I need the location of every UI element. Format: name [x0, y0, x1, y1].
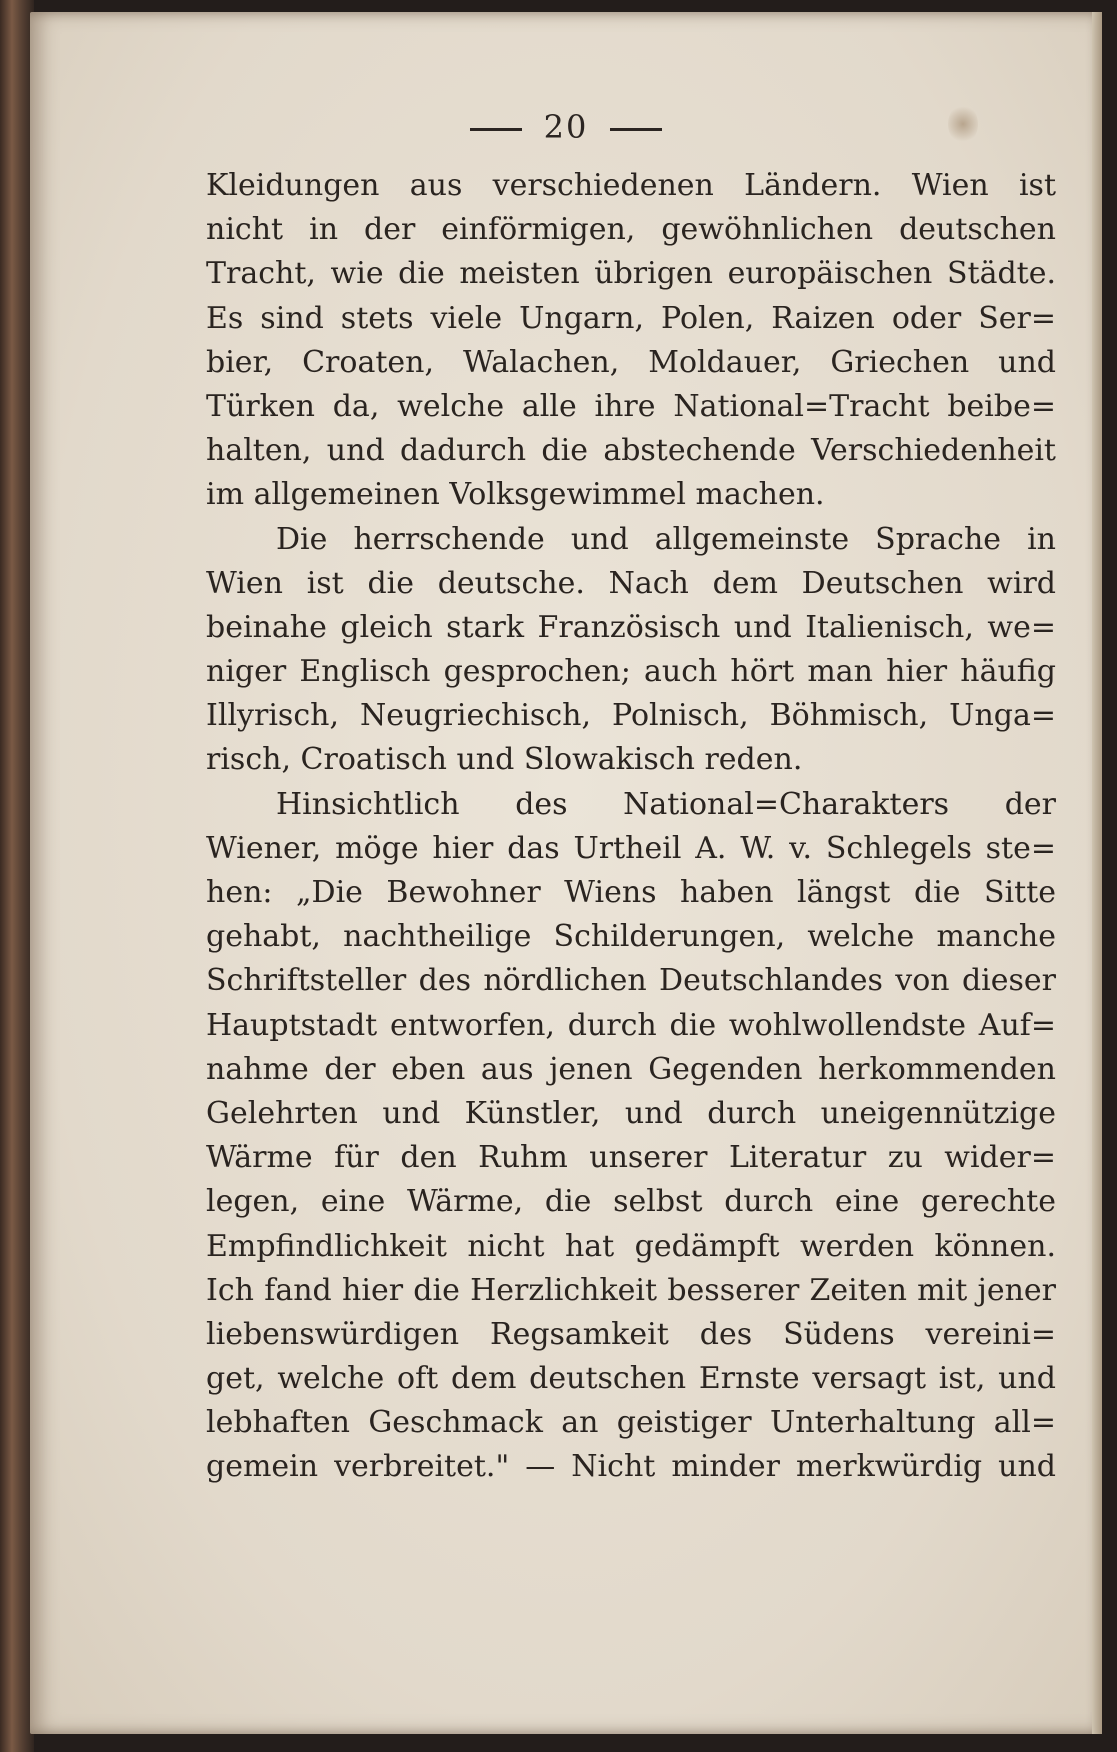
text-line: hen: „Die Bewohner Wiens haben längst die Sitte — [206, 875, 1056, 910]
body-text — [206, 164, 1056, 1490]
text-line: Wärme für den Ruhm unserer Literatur zu wider= — [206, 1140, 1056, 1176]
header-dash-right — [610, 128, 662, 131]
text-line: beinahe gleich stark Französisch und Italienisch, we= — [206, 609, 1056, 645]
text-line: halten, und dadurch die abstechende Verschiedenheit — [206, 433, 1056, 469]
text-line: Hauptstadt entworfen, durch die wohlwollendste Auf= — [206, 1007, 1056, 1043]
text-line: Türken da, welche alle ihre National=Tracht beibe= — [206, 388, 1056, 424]
text-line: Wien ist die deutsche. Nach dem Deutschen wird — [206, 565, 1056, 601]
text-line: Die herrschende und allgemeinste Sprache in — [276, 521, 1056, 557]
text-line: Es sind stets viele Ungarn, Polen, Raizen oder Ser= — [206, 300, 1056, 336]
text-line: Empfindlichkeit nicht hat gedämpft werden können. — [206, 1228, 1056, 1264]
text-line: nahme der eben aus jenen Gegenden herkommenden — [206, 1051, 1056, 1087]
text-line: gehabt, nachtheilige Schilderungen, welche manche — [206, 919, 1056, 955]
text-line: Tracht, wie die meisten übrigen europäischen Städte. — [206, 256, 1056, 292]
text-line: liebenswürdigen Regsamkeit des Südens vereini= — [206, 1316, 1056, 1352]
text-line: im allgemeinen Volksgewimmel machen. — [206, 477, 825, 513]
page-edge — [1092, 12, 1102, 1734]
text-line: niger Englisch gesprochen; auch hört man hier häufig — [206, 654, 1056, 690]
header-dash-left — [470, 128, 522, 131]
text-line: Schriftsteller des nördlichen Deutschlandes von dieser — [206, 963, 1056, 999]
page-header — [30, 108, 1102, 146]
text-line: Wiener, möge hier das Urtheil A. W. v. Schlegels ste= — [206, 830, 1056, 866]
text-line: bier, Croaten, Walachen, Moldauer, Griechen und — [206, 344, 1056, 380]
book-page — [30, 12, 1102, 1734]
text-line: Illyrisch, Neugriechisch, Polnisch, Böhmisch, Unga= — [206, 698, 1056, 734]
text-line: Ich fand hier die Herzlichkeit besserer Zeiten mit jener — [206, 1272, 1056, 1308]
text-line: risch, Croatisch und Slowakisch reden. — [206, 742, 803, 778]
text-line: Kleidungen aus verschiedenen Ländern. Wien ist — [206, 168, 1056, 203]
page-number: 20 — [543, 108, 589, 146]
text-line: Hinsichtlich des National=Charakters der — [276, 786, 1056, 822]
text-line: gemein verbreitet." — Nicht minder merkwürdig und — [206, 1449, 1056, 1485]
text-line: get, welche oft dem deutschen Ernste versagt ist, und — [206, 1361, 1056, 1397]
text-line: lebhaften Geschmack an geistiger Unterhaltung all= — [206, 1405, 1056, 1441]
text-line: Gelehrten und Künstler, und durch uneigennützige — [206, 1095, 1056, 1131]
text-line: nicht in der einförmigen, gewöhnlichen deutschen — [206, 212, 1056, 248]
book-binding — [0, 0, 34, 1752]
text-line: legen, eine Wärme, die selbst durch eine gerechte — [206, 1184, 1056, 1220]
